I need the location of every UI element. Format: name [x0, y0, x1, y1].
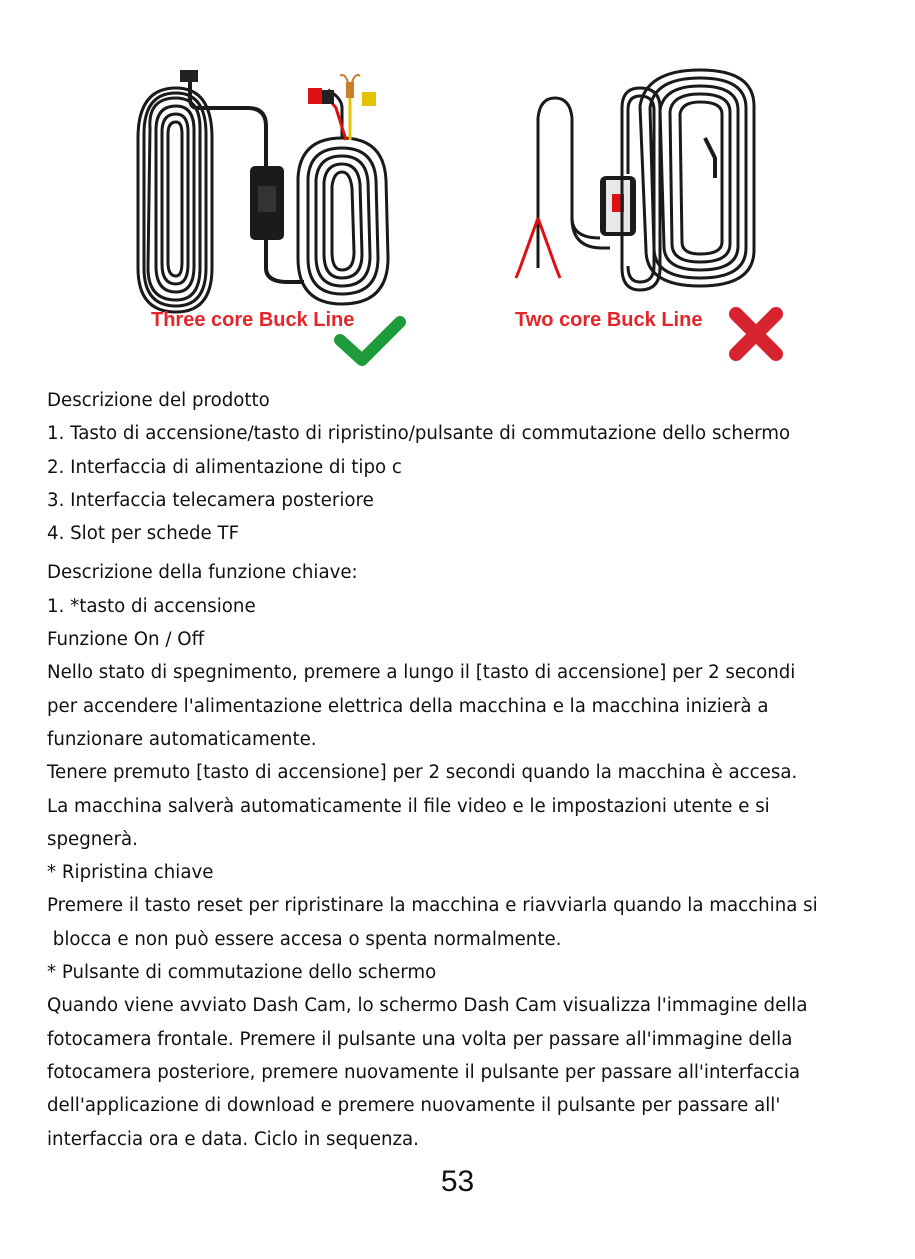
paragraph-line: Funzione On / Off — [47, 629, 205, 651]
paragraph-line: fotocamera frontale. Premere il pulsante una volta per passare all'immagine della — [47, 1028, 793, 1050]
list-item: 3. Interfaccia telecamera posteriore — [47, 489, 374, 511]
section-heading: Descrizione della funzione chiave: — [47, 562, 358, 584]
paragraph-line: * Pulsante di commutazione dello schermo — [47, 962, 437, 984]
two-core-caption: Two core Buck Line — [515, 309, 703, 331]
list-item: 1. Tasto di accensione/tasto di ripristino/pulsante di commutazione dello schermo — [47, 423, 791, 445]
list-item: 4. Slot per schede TF — [47, 523, 240, 545]
paragraph-line: spegnerà. — [47, 828, 138, 850]
paragraph-line: Tenere premuto [tasto di accensione] per 2 secondi quando la macchina è accesa. — [47, 762, 798, 784]
paragraph-line: 1. *tasto di accensione — [47, 595, 256, 617]
paragraph-line: Quando viene avviato Dash Cam, lo schermo Dash Cam visualizza l'immagine della — [47, 995, 808, 1017]
section-heading: Descrizione del prodotto — [47, 390, 270, 411]
page-number: 53 — [440, 1165, 475, 1198]
paragraph-line: per accendere l'alimentazione elettrica della macchina e la macchina inizierà a — [47, 695, 769, 717]
paragraph-line: funzionare automaticamente. — [47, 728, 317, 750]
paragraph-line: Premere il tasto reset per ripristinare la macchina e riavviarla quando la macchina si — [47, 895, 818, 917]
three-core-caption: Three core Buck Line — [151, 309, 355, 331]
paragraph-line: Nello stato di spegnimento, premere a lungo il [tasto di accensione] per 2 secondi — [47, 662, 796, 684]
paragraph-line: interfaccia ora e data. Ciclo in sequenza. — [47, 1128, 419, 1150]
red-cross-icon — [736, 314, 776, 354]
paragraph-line: La macchina salverà automaticamente il file video e le impostazioni utente e si — [47, 795, 770, 817]
paragraph-line: * Ripristina chiave — [47, 862, 214, 884]
paragraph-line: blocca e non può essere accesa o spenta normalmente. — [47, 928, 562, 950]
paragraph-line: fotocamera posteriore, premere nuovamente il pulsante per passare all'interfaccia — [47, 1061, 801, 1083]
list-item: 2. Interfaccia di alimentazione di tipo c — [47, 456, 402, 478]
paragraph-line: dell'applicazione di download e premere nuovamente il pulsante per passare all' — [47, 1095, 781, 1117]
body-text — [47, 384, 877, 1156]
